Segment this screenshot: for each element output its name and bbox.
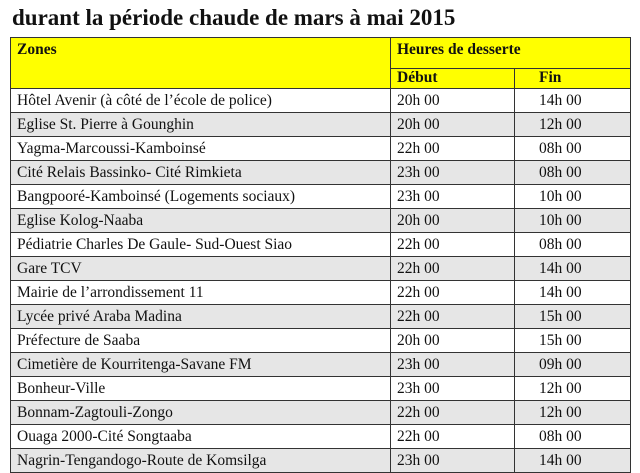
zone-cell: Bonheur-Ville — [11, 377, 391, 401]
schedule-table — [10, 37, 631, 473]
table-row — [11, 113, 631, 137]
start-time-cell: 22h 00 — [391, 425, 515, 449]
start-time-cell: 22h 00 — [391, 233, 515, 257]
table-row — [11, 137, 631, 161]
header-zones: Zones — [11, 38, 391, 89]
table-row — [11, 401, 631, 425]
zone-cell: Mairie de l’arrondissement 11 — [11, 281, 391, 305]
end-time-cell: 09h 00 — [515, 353, 631, 377]
table-row — [11, 281, 631, 305]
end-time-cell: 15h 00 — [515, 329, 631, 353]
start-time-cell: 20h 00 — [391, 113, 515, 137]
start-time-cell: 20h 00 — [391, 89, 515, 113]
zone-cell: Ouaga 2000-Cité Songtaaba — [11, 425, 391, 449]
zone-cell: Eglise Kolog-Naaba — [11, 209, 391, 233]
zone-cell: Bangpooré-Kamboinsé (Logements sociaux) — [11, 185, 391, 209]
zone-cell: Préfecture de Saaba — [11, 329, 391, 353]
table-row — [11, 161, 631, 185]
table-row — [11, 209, 631, 233]
start-time-cell: 22h 00 — [391, 305, 515, 329]
page-title: durant la période chaude de mars à mai 2015 — [12, 5, 456, 30]
end-time-cell: 14h 00 — [515, 257, 631, 281]
end-time-cell: 08h 00 — [515, 137, 631, 161]
start-time-cell: 23h 00 — [391, 353, 515, 377]
header-end: Fin — [515, 68, 631, 88]
zone-cell: Pédiatrie Charles De Gaule- Sud-Ouest Siao — [11, 233, 391, 257]
end-time-cell: 10h 00 — [515, 209, 631, 233]
table-row — [11, 233, 631, 257]
start-time-cell: 20h 00 — [391, 209, 515, 233]
zone-cell: Gare TCV — [11, 257, 391, 281]
start-time-cell: 22h 00 — [391, 257, 515, 281]
end-time-cell: 08h 00 — [515, 233, 631, 257]
start-time-cell: 23h 00 — [391, 161, 515, 185]
start-time-cell: 23h 00 — [391, 449, 515, 473]
table-row — [11, 185, 631, 209]
header-row — [11, 38, 631, 69]
zone-cell: Hôtel Avenir (à côté de l’école de police) — [11, 89, 391, 113]
table-row — [11, 257, 631, 281]
table-row — [11, 449, 631, 473]
end-time-cell: 12h 00 — [515, 401, 631, 425]
table-row — [11, 425, 631, 449]
table-header — [11, 38, 631, 89]
start-time-cell: 22h 00 — [391, 401, 515, 425]
table-row — [11, 305, 631, 329]
end-time-cell: 14h 00 — [515, 281, 631, 305]
zone-cell: Eglise St. Pierre à Gounghin — [11, 113, 391, 137]
header-hours: Heures de desserte — [391, 38, 631, 69]
end-time-cell: 12h 00 — [515, 113, 631, 137]
end-time-cell: 14h 00 — [515, 449, 631, 473]
end-time-cell: 15h 00 — [515, 305, 631, 329]
start-time-cell: 23h 00 — [391, 185, 515, 209]
end-time-cell: 08h 00 — [515, 161, 631, 185]
table-body — [11, 89, 631, 473]
start-time-cell: 23h 00 — [391, 377, 515, 401]
start-time-cell: 22h 00 — [391, 137, 515, 161]
table-row — [11, 89, 631, 113]
end-time-cell: 10h 00 — [515, 185, 631, 209]
zone-cell: Yagma-Marcoussi-Kamboinsé — [11, 137, 391, 161]
header-start: Début — [391, 68, 515, 88]
end-time-cell: 14h 00 — [515, 89, 631, 113]
zone-cell: Cimetière de Kourritenga-Savane FM — [11, 353, 391, 377]
zone-cell: Bonnam-Zagtouli-Zongo — [11, 401, 391, 425]
end-time-cell: 08h 00 — [515, 425, 631, 449]
table-row — [11, 377, 631, 401]
start-time-cell: 20h 00 — [391, 329, 515, 353]
table-row — [11, 329, 631, 353]
zone-cell: Cité Relais Bassinko- Cité Rimkieta — [11, 161, 391, 185]
end-time-cell: 12h 00 — [515, 377, 631, 401]
start-time-cell: 22h 00 — [391, 281, 515, 305]
zone-cell: Lycée privé Araba Madina — [11, 305, 391, 329]
zone-cell: Nagrin-Tengandogo-Route de Komsilga — [11, 449, 391, 473]
table-row — [11, 353, 631, 377]
